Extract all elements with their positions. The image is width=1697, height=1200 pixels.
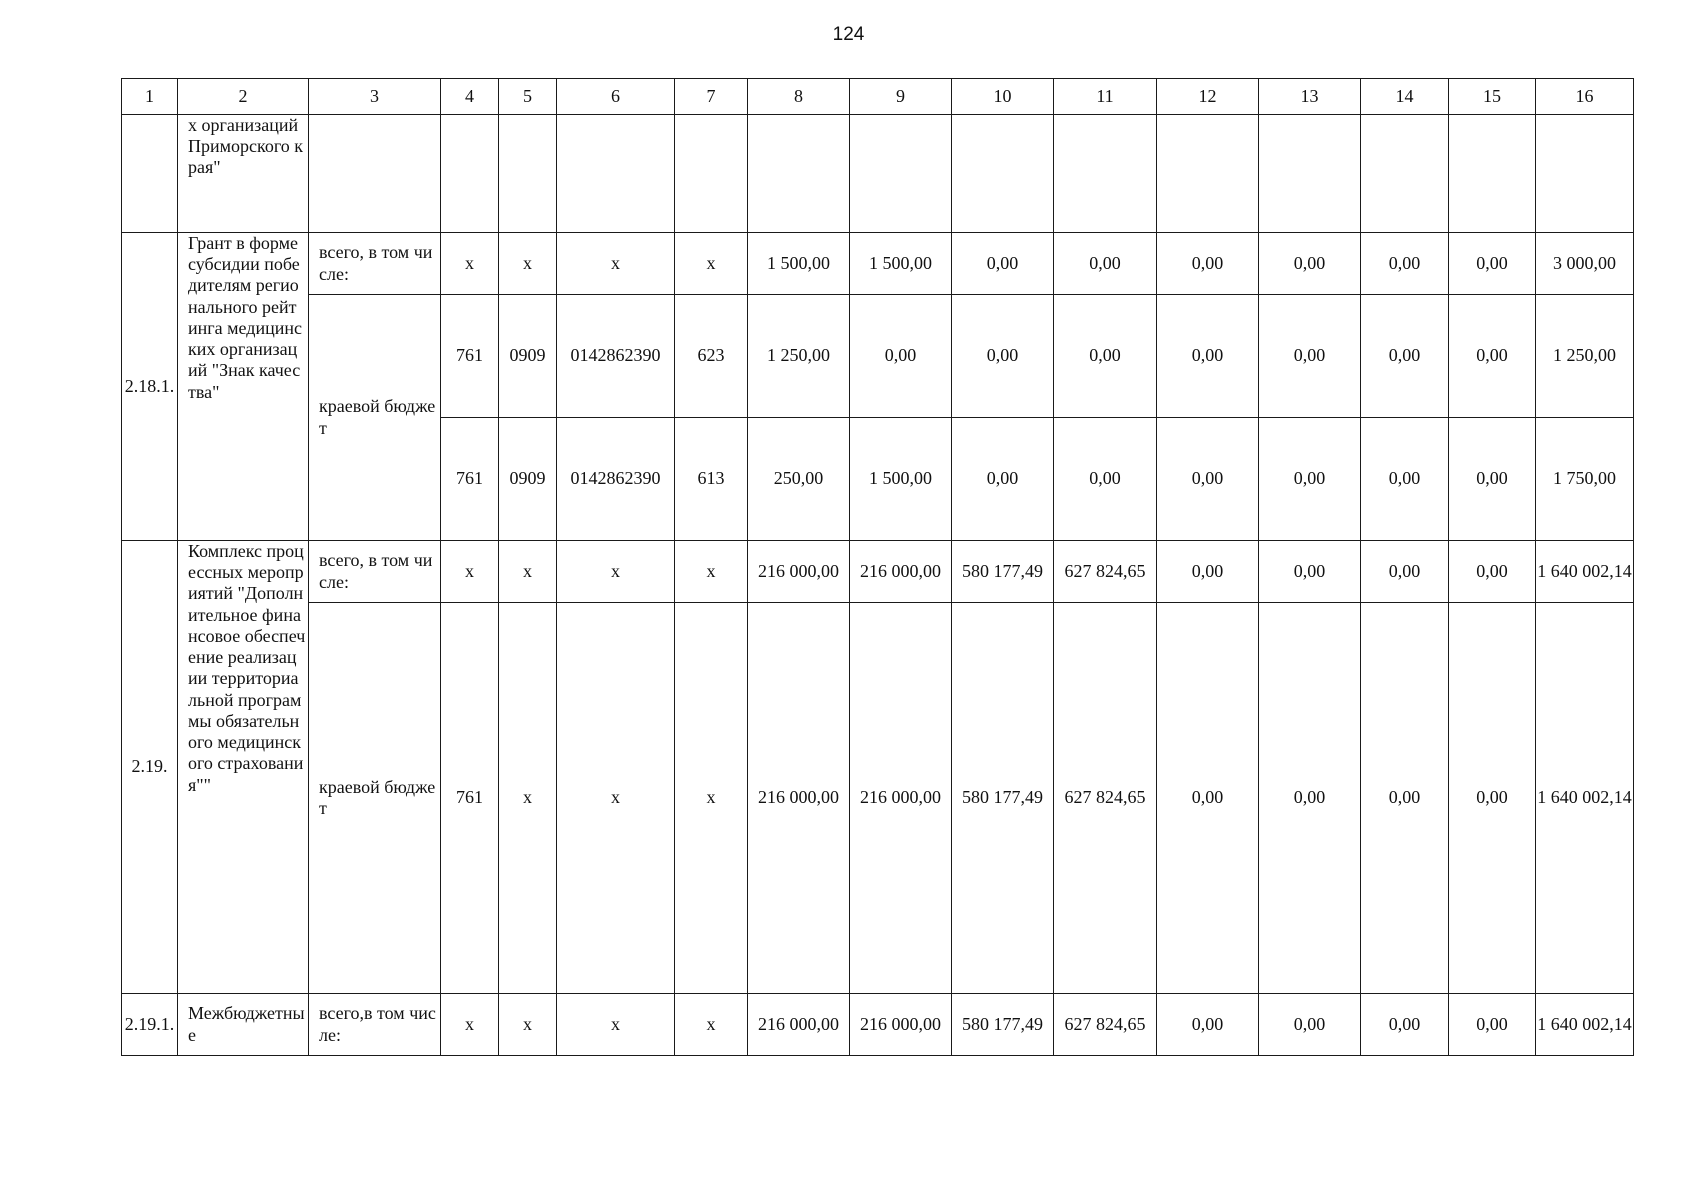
table-row bbox=[122, 603, 1634, 994]
table-cell bbox=[1361, 115, 1449, 233]
source-cell: краевой бюджет bbox=[309, 295, 441, 541]
table-cell: х bbox=[557, 541, 675, 603]
table-cell: 0142862390 bbox=[557, 295, 675, 418]
column-header: 12 bbox=[1157, 79, 1259, 115]
table-cell: х bbox=[441, 233, 499, 295]
table-cell: 0,00 bbox=[1259, 418, 1361, 541]
table-cell: 0,00 bbox=[1157, 541, 1259, 603]
table-cell bbox=[1259, 115, 1361, 233]
column-header: 6 bbox=[557, 79, 675, 115]
table-cell: х bbox=[675, 233, 748, 295]
column-header: 4 bbox=[441, 79, 499, 115]
table-cell: 250,00 bbox=[748, 418, 850, 541]
table-cell bbox=[499, 115, 557, 233]
table-row bbox=[122, 541, 1634, 603]
table-cell: 216 000,00 bbox=[748, 541, 850, 603]
event-name-cell: Грант в форме субсидии победителям регионального рейтинга медицинских организаций "Знак качества" bbox=[178, 233, 309, 541]
table-cell bbox=[441, 115, 499, 233]
table-row bbox=[122, 994, 1634, 1056]
table-cell: 580 177,49 bbox=[952, 994, 1054, 1056]
table-cell: х bbox=[675, 541, 748, 603]
column-header: 1 bbox=[122, 79, 178, 115]
table-cell: 0,00 bbox=[1449, 233, 1536, 295]
source-cell: всего, в том числе: bbox=[309, 233, 441, 295]
table-cell: 1 500,00 bbox=[850, 418, 952, 541]
index-cell: 2.19.1. bbox=[122, 994, 178, 1056]
table-cell: 761 bbox=[441, 295, 499, 418]
table-cell bbox=[850, 115, 952, 233]
source-cell: краевой бюджет bbox=[309, 603, 441, 994]
column-header: 15 bbox=[1449, 79, 1536, 115]
table-cell: 0,00 bbox=[1449, 541, 1536, 603]
table-cell: 0,00 bbox=[1054, 418, 1157, 541]
table-cell: 627 824,65 bbox=[1054, 994, 1157, 1056]
table-cell bbox=[1536, 115, 1634, 233]
table-cell: 216 000,00 bbox=[748, 994, 850, 1056]
table-cell: 1 640 002,14 bbox=[1536, 994, 1634, 1056]
table-cell bbox=[675, 115, 748, 233]
table-cell: х bbox=[557, 233, 675, 295]
table-cell: х bbox=[675, 994, 748, 1056]
column-header: 8 bbox=[748, 79, 850, 115]
table-cell: 0,00 bbox=[952, 233, 1054, 295]
table-cell: 580 177,49 bbox=[952, 603, 1054, 994]
source-cell: всего, в том числе: bbox=[309, 541, 441, 603]
table-cell: 0,00 bbox=[1361, 603, 1449, 994]
table-cell: х bbox=[675, 603, 748, 994]
table-cell: 216 000,00 bbox=[748, 603, 850, 994]
table-cell bbox=[952, 115, 1054, 233]
column-header: 16 bbox=[1536, 79, 1634, 115]
table-cell: 0,00 bbox=[1259, 603, 1361, 994]
table-cell: 0,00 bbox=[952, 295, 1054, 418]
table-cell: 0,00 bbox=[1361, 994, 1449, 1056]
table-cell: 0,00 bbox=[952, 418, 1054, 541]
column-header: 10 bbox=[952, 79, 1054, 115]
table-cell: 0,00 bbox=[1157, 603, 1259, 994]
header-row bbox=[122, 79, 1634, 115]
column-header: 5 bbox=[499, 79, 557, 115]
table-cell: 0909 bbox=[499, 295, 557, 418]
event-name-cell: Комплекс процессных мероприятий "Дополнительное финансовое обеспечение реализации территориальной программы обязательного медицинского страхования"" bbox=[178, 541, 309, 994]
table-cell: 0,00 bbox=[1361, 418, 1449, 541]
table-cell: 1 500,00 bbox=[850, 233, 952, 295]
table-cell: 761 bbox=[441, 603, 499, 994]
table-cell: х bbox=[441, 994, 499, 1056]
table-cell: 0,00 bbox=[1259, 233, 1361, 295]
table-cell: 0,00 bbox=[1259, 295, 1361, 418]
table-cell bbox=[557, 115, 675, 233]
table-row bbox=[122, 115, 1634, 233]
table-cell: 0,00 bbox=[850, 295, 952, 418]
column-header: 7 bbox=[675, 79, 748, 115]
column-header: 3 bbox=[309, 79, 441, 115]
table-cell: 0,00 bbox=[1361, 233, 1449, 295]
table-cell: 1 250,00 bbox=[1536, 295, 1634, 418]
index-cell bbox=[122, 115, 178, 233]
table-cell: 0,00 bbox=[1449, 994, 1536, 1056]
table-cell bbox=[1449, 115, 1536, 233]
table-cell: 0,00 bbox=[1259, 994, 1361, 1056]
column-header: 11 bbox=[1054, 79, 1157, 115]
table-cell: х bbox=[499, 233, 557, 295]
budget-table bbox=[121, 78, 1634, 1056]
table-cell: 3 000,00 bbox=[1536, 233, 1634, 295]
table-cell bbox=[309, 115, 441, 233]
column-header: 2 bbox=[178, 79, 309, 115]
table-cell: 761 bbox=[441, 418, 499, 541]
index-cell: 2.19. bbox=[122, 541, 178, 994]
table-cell bbox=[1157, 115, 1259, 233]
table-cell: 0142862390 bbox=[557, 418, 675, 541]
table-cell bbox=[1054, 115, 1157, 233]
table-cell: 0909 bbox=[499, 418, 557, 541]
table-cell: 216 000,00 bbox=[850, 994, 952, 1056]
event-name-cell: х организаций Приморского края" bbox=[178, 115, 309, 233]
table-cell: 216 000,00 bbox=[850, 603, 952, 994]
table-cell: 627 824,65 bbox=[1054, 541, 1157, 603]
table-cell: 0,00 bbox=[1157, 295, 1259, 418]
table-cell: х bbox=[441, 541, 499, 603]
table-cell: 627 824,65 bbox=[1054, 603, 1157, 994]
table-cell: х bbox=[499, 994, 557, 1056]
table-cell: 0,00 bbox=[1054, 233, 1157, 295]
table-cell: 0,00 bbox=[1449, 295, 1536, 418]
table-cell: 0,00 bbox=[1361, 295, 1449, 418]
column-header: 14 bbox=[1361, 79, 1449, 115]
table-cell: х bbox=[557, 603, 675, 994]
table-cell: 0,00 bbox=[1157, 233, 1259, 295]
page-number: 124 bbox=[832, 24, 865, 45]
table-row bbox=[122, 295, 1634, 418]
table-cell: 0,00 bbox=[1259, 541, 1361, 603]
table-cell: 1 750,00 bbox=[1536, 418, 1634, 541]
table-cell: 0,00 bbox=[1361, 541, 1449, 603]
table-row bbox=[122, 233, 1634, 295]
table-cell: 0,00 bbox=[1157, 994, 1259, 1056]
column-header: 9 bbox=[850, 79, 952, 115]
table-cell: х bbox=[499, 541, 557, 603]
table-cell: 613 bbox=[675, 418, 748, 541]
table-cell: 1 640 002,14 bbox=[1536, 541, 1634, 603]
table-cell: х bbox=[499, 603, 557, 994]
table-cell bbox=[748, 115, 850, 233]
index-cell: 2.18.1. bbox=[122, 233, 178, 541]
table-cell: 216 000,00 bbox=[850, 541, 952, 603]
column-header: 13 bbox=[1259, 79, 1361, 115]
table-cell: 0,00 bbox=[1449, 418, 1536, 541]
source-cell: всего,в том числе: bbox=[309, 994, 441, 1056]
table-cell: 623 bbox=[675, 295, 748, 418]
table-cell: 0,00 bbox=[1157, 418, 1259, 541]
table-cell: 1 250,00 bbox=[748, 295, 850, 418]
table-cell: 1 500,00 bbox=[748, 233, 850, 295]
event-name-cell: Межбюджетные bbox=[178, 994, 309, 1056]
table-cell: х bbox=[557, 994, 675, 1056]
table-cell: 1 640 002,14 bbox=[1536, 603, 1634, 994]
table-cell: 0,00 bbox=[1449, 603, 1536, 994]
table-cell: 0,00 bbox=[1054, 295, 1157, 418]
table-cell: 580 177,49 bbox=[952, 541, 1054, 603]
